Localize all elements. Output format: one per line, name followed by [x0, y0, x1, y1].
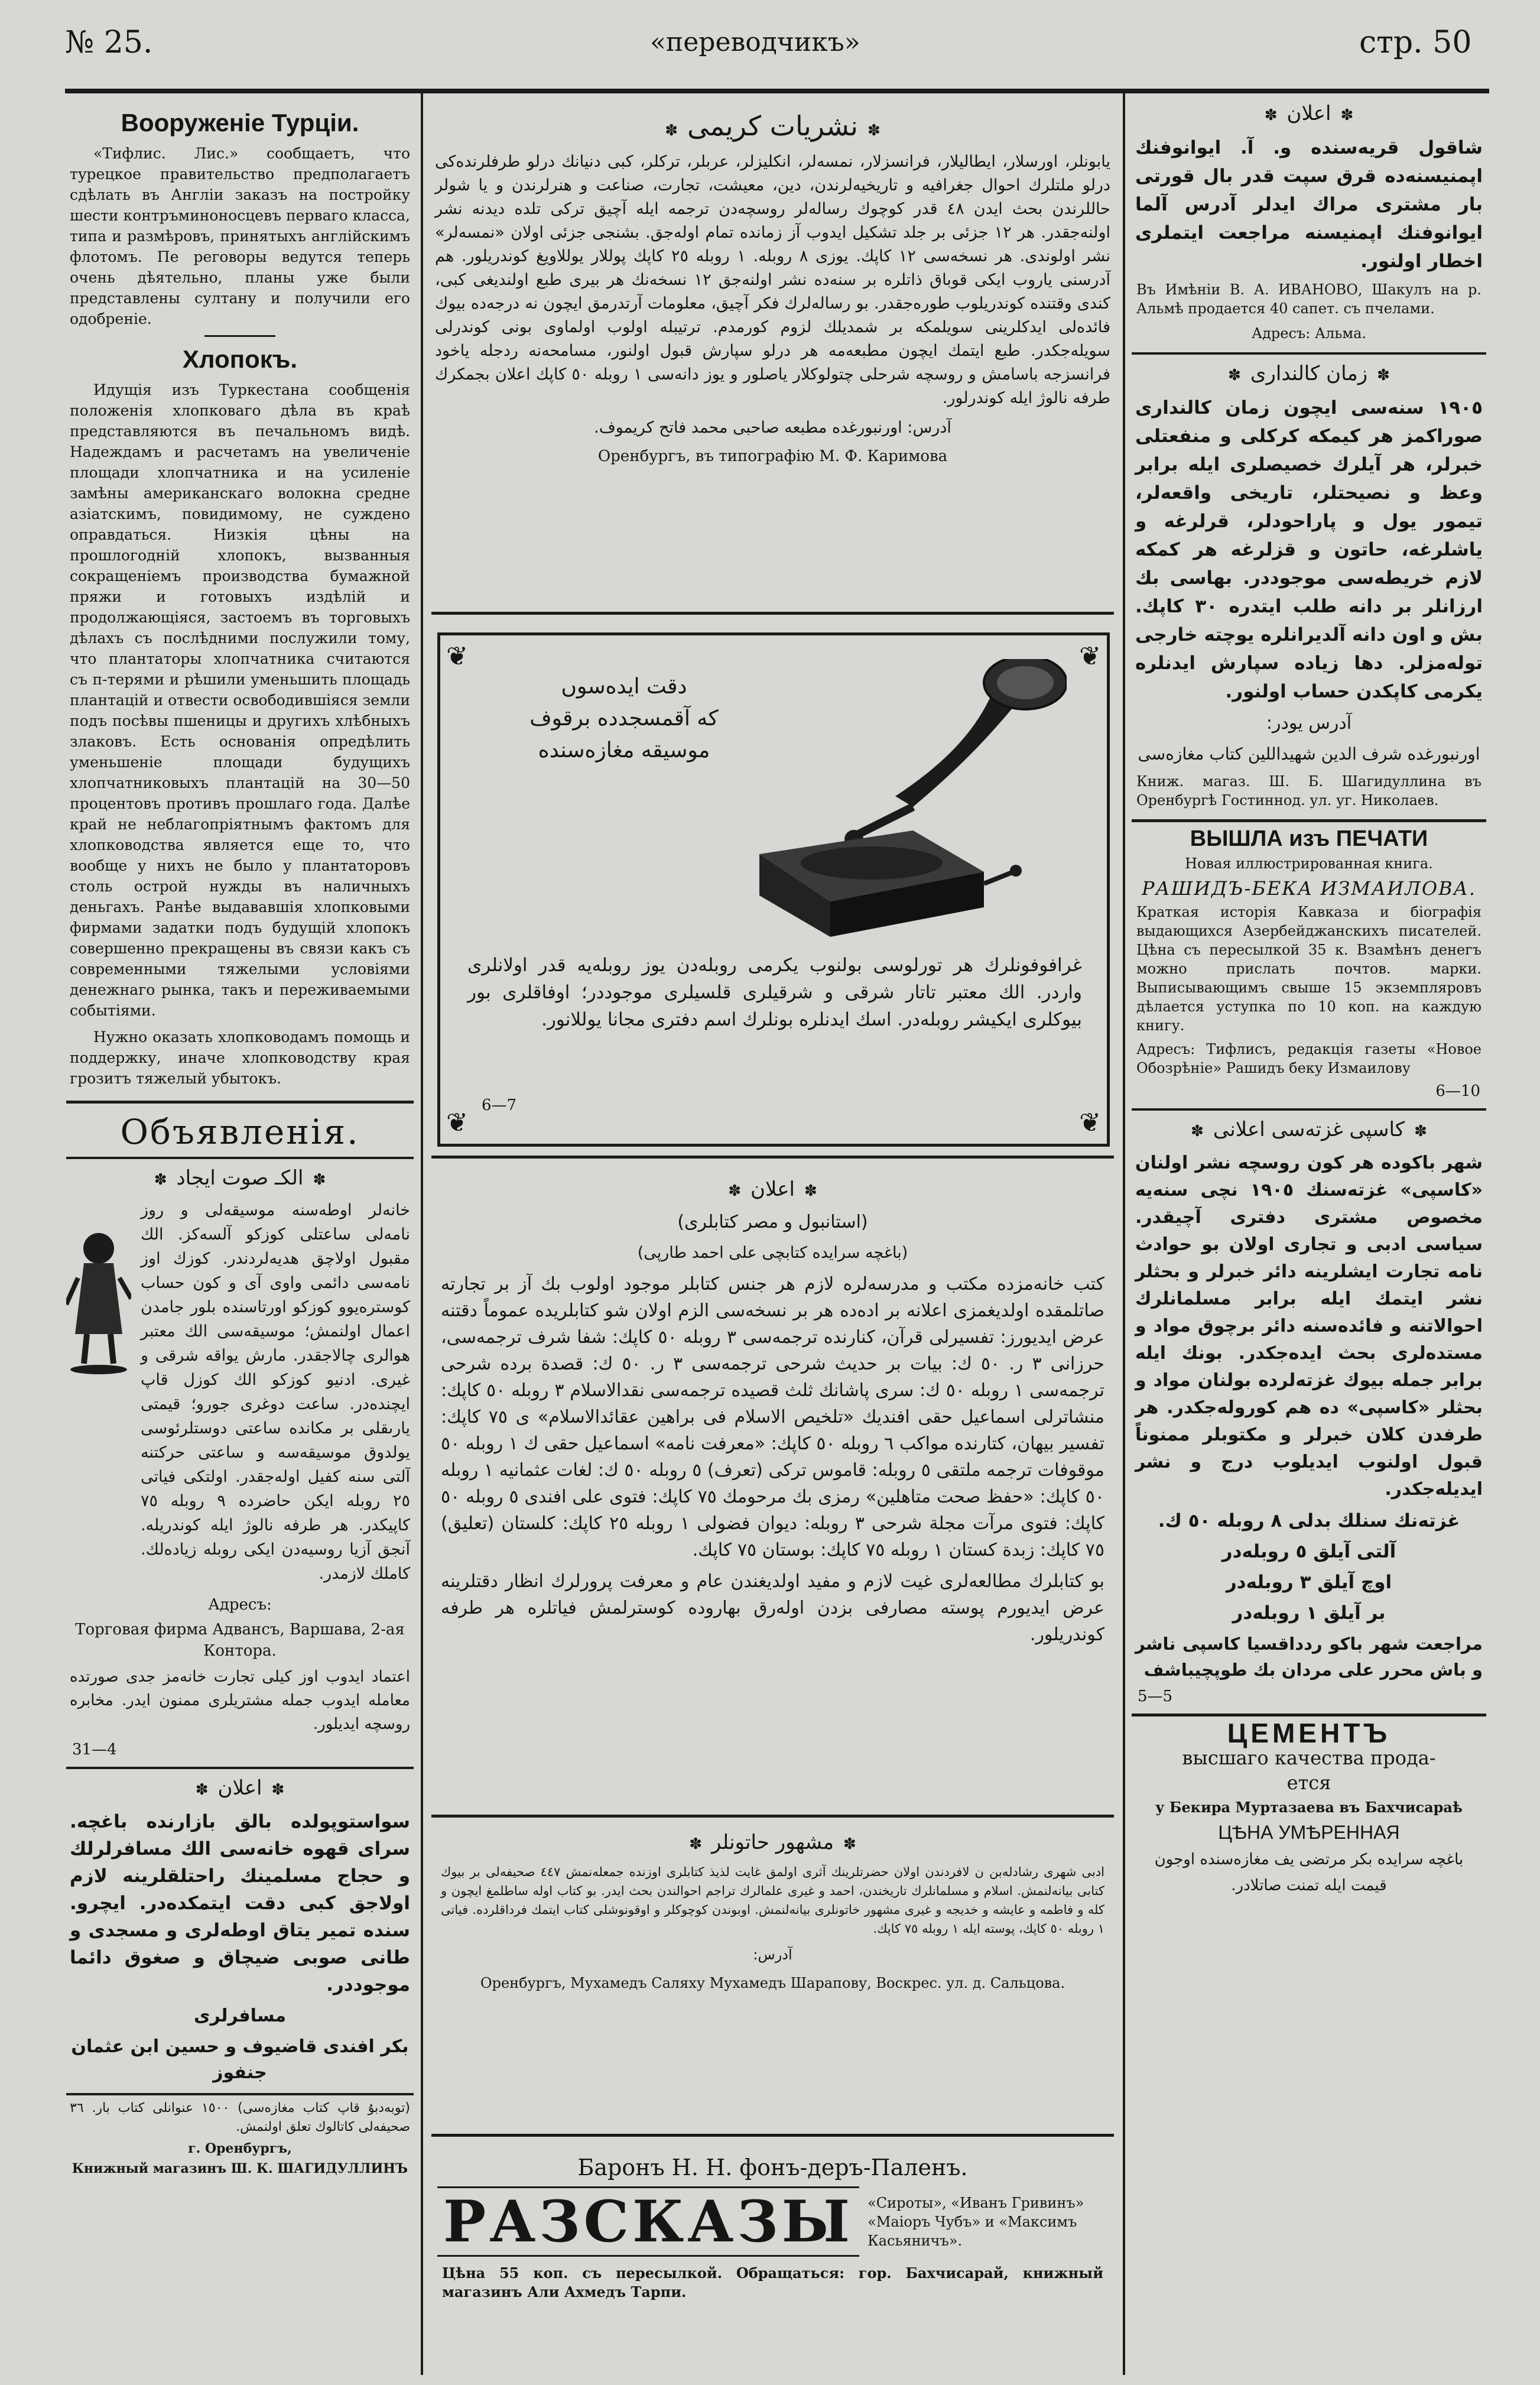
ornament: ✽: [728, 1182, 741, 1200]
calendar-addr: اورنبورغده شرف الدين شهيداللين كتاب مغازەسى: [1138, 744, 1480, 764]
calendar-addr-label: آدرس يودر:: [1266, 713, 1352, 734]
pub-address-ru: Оренбургъ, въ типографію М. Ф. Каримова: [597, 447, 948, 465]
issue-number: № 25.: [65, 25, 153, 60]
ilan-text: كتب خانەمزدە مكتب و مدرسەلرە لازم هر جنس كتابلر موجود اولوب بك آز بر تجارتە صاتلمقدە اولديغمزى اعلانه بر ادەده هر بر نسخەسى الزم اولان شو كتابلريده عموماً دقتنه عرض ايديورز: تفسيرلى قرآن، كنارندە ترجمەسى ٣ روبلە ٥٠ كاپك: شفا شرف ترجمەسى، حرزانى ٣ ر. ٥٠ ك: بيات بر حديث شرحى ترجمەسى ٣ ر. ٥٠ ك: قصدة برده شرحى ترجمەسى ١ روبلە ٥٠ ك: سرى پاشانك ثلث قصيده ترجمەسى نقدالاسلام ٣ روبلە ٥٠ كاپك: منشاترلى اسماعيل حقى افنديك «تلخيص الاسلام فى براهين عقائدالاسلام» ى ٧٥ كاپك: تفسير بيهان، كتارنده مواكب ٦ روبلە ٥٠ كاپك: «معرفت نامه» اسماعيل حقى ك ١ روبلە ٥٠ موقوفات ترجمە ملتقى ٥ روبلە: قاموس تركى (تعرف) ٥ روبلە ٥٠ ك: لغات عثمانيە ١ روبلە ٥٠ كاپك: «حفظ صحت متاهلين» رمزى بك مرحومك ٧٥ كاپك: فتوى على افندى ٥ روبلە ٥٠ كاپك: فتوى مرآت مجلة شرحى ٣ روبلە: ديوان فضولى ١ روبلە ٢٥ كاپك: كلستان (تعليق) ٧٥ كاپك: زبدة كستان ١ روبلە ٧٥ كاپك: بوستان ٧٥ كاپك.: [441, 1274, 1104, 1560]
center-rule-1: [431, 612, 1114, 615]
ornament: ✽: [1414, 1122, 1427, 1140]
center-rule-4: [431, 2134, 1114, 2137]
ad-title-text: الكـ صوت ايجاد: [176, 1166, 304, 1190]
cement-line3: у Бекира Муртазаева въ Бахчисараѣ: [1155, 1799, 1463, 1816]
print-number: 6—10: [1435, 1082, 1480, 1100]
watches-address-ru: Оренбургъ, Мухамедъ Саляху Мухамедъ Шарапову, Воскрес. ул. д. Сальцова.: [480, 1975, 1065, 1991]
ads-heading: Объявленія.: [120, 1112, 360, 1152]
section-rule: [66, 1101, 414, 1104]
ilan-title-text: اعلان: [750, 1177, 795, 1201]
right-column: [1132, 95, 1486, 2376]
ilan-text2: بو كتابلرك مطالعەلرى غيت لازم و مفيد اولديغندن عام و معرفت پرورلرك انظار دقتلرينە عرض ايديورم پوستە مصارفى بزدن اولەرق بهارودە كوسترلمش فياتلرە هر طرفه كوندريلور.: [441, 1571, 1104, 1645]
ornament: ✽: [154, 1171, 167, 1189]
center-book-ad: [437, 2143, 1108, 2373]
cement-line4: ЦѢНА УМѢРЕННАЯ: [1218, 1822, 1400, 1843]
book-list: «Сироты», «Иванъ Гривинъ» «Маіоръ Чубъ» и «Максимъ Касьяничъ».: [868, 2194, 1084, 2249]
article-title-turkey: Вооруженіе Турціи.: [121, 109, 359, 137]
ornament: ✽: [665, 122, 678, 139]
watches-title-text: مشهور حاتونلر: [711, 1831, 834, 1854]
book-price: Цѣна 55 коп. съ пересылкой. Обращаться: гор. Бахчисарай, книжный магазинъ Али Ахмедъ Тарпи.: [442, 2264, 1103, 2300]
center-rule-2: [431, 1156, 1114, 1159]
ad-title-text: اعلان: [217, 1776, 262, 1800]
phono-line2: كه آقمسجدده برقوف: [529, 706, 719, 731]
ilan-title: [437, 1177, 1108, 1201]
page-number: стр. 50: [1359, 25, 1472, 60]
section-rule: [66, 2093, 414, 2095]
corner-ornament: ❦: [1079, 1108, 1101, 1138]
phono-text: غرافوفونلرك هر تورلوسى بولنوب يكرمى روبلەدن يوز روبلەيە قدر اولانلرى واردر. الك معتبر تاتار شرقى و شرقيلرى قلسيلرى موجوددر؛ اوفاقلرى بور بيوكلرى ايكيشر روبلەدر. اسك ايدنلرە بونلرك اسم دفترى مجانا يوللانور.: [467, 955, 1082, 1030]
print-author: РАШИДЪ-БЕКА ИЗМАИЛОВА.: [1141, 877, 1477, 900]
caspi-title-text: كاسپى غزتەسى اعلانى: [1213, 1118, 1405, 1141]
print-title: ВЫШЛА изъ ПЕЧАТИ: [1190, 826, 1428, 851]
section-rule: [1132, 1714, 1486, 1716]
ad-body-row: [66, 1198, 414, 1591]
ad-text-bookshop: (توبەدبۇ‌ قاپ كتاب مغازەسى) ١٥٠٠ عنوانلى كتاب بار. ٣٦ صحيفەلى كاتالوك تعلق اولنمش.: [70, 2101, 410, 2134]
center-famous-women: [437, 1823, 1108, 2131]
ad-title-phonograph-clock: [66, 1166, 414, 1190]
ornament: ✽: [689, 1835, 703, 1853]
cement-line1: высшаго качества прода-: [1182, 1747, 1436, 1769]
calendar-title-text: زمان كالندارى: [1250, 362, 1368, 385]
ornament: ✽: [867, 122, 881, 139]
article-text-cotton-end: Нужно оказать хлопководамъ помощь и поддержку, иначе хлопководству края грозитъ тяжелый убытокъ.: [70, 1028, 410, 1087]
print-sub: Новая иллюстрированная книга.: [1185, 855, 1433, 872]
right-ad1-title: [1132, 102, 1486, 125]
ilan-sub1: (استانبول و مصر كتابلرى): [677, 1212, 868, 1232]
article-title-cotton: Хлопокъ.: [182, 345, 298, 373]
phono-line1: دقت ايدەسوں: [561, 674, 687, 699]
ilan-sub2: (باغچە سرايده كتابچى على احمد طارپى): [637, 1244, 908, 1262]
pub-title-text: نشريات كريمى: [687, 110, 858, 142]
ad-title-ilan: [66, 1776, 414, 1800]
calendar-addr-ru: Книж. магаз. Ш. Б. Шагидуллина въ Оренбургѣ Гостиннод. ул. уг. Николаев.: [1136, 773, 1481, 809]
phonograph-ad-box: [437, 632, 1110, 1147]
ornament: ✽: [1340, 106, 1354, 124]
section-rule: [66, 1157, 414, 1159]
phono-line3: موسيقه مغازەسنده: [538, 738, 710, 762]
header-rule: [65, 89, 1489, 93]
watches-text: ادبى شهرى رشادلەبن ن لافردندن اولان حضرتلرينك آثرى اولمق غايت لذيذ كتابلرى اوزندە جمعلەنمش ٤٤٧ صحيفەلى بر بيوك كتابى بيانەلنمش. اسلام و مسلمانلرك تاريخندن، احمد و غيرى علمالرك تراجم احوالندن بحث ايدر. بو كتاب اوله ساطلمغ ايچون و كله و فاطمە و عايشە و خديجە و غيرى مشهور خاتونلرى بيانەلنمش. اوبوندن كوچوكلر و اوقونوشلى كتاب ايتمك فرداقلرده. فياتى ١ روبلە ٥٠ كاپك، پوستە ايلە ١ روبلە ٧٥ كاپك.: [441, 1865, 1104, 1936]
section-rule: [1132, 1108, 1486, 1111]
print-addr: Адресъ: Тифлисъ, редакція газеты «Новое Обозрѣніе» Рашидъ беку Измаилову: [1136, 1041, 1481, 1076]
pub-text: يابونلر، اورسلار، ايطاليلار، فرانسزلار، نمسەلر، انكليزلر، عربلر، تركلر، كبى دنيانك درلو طرفلرندەكى درلو ملتلرك احوال جغرافيه و تاريخيەلرندن، دين، معيشت، تجارت، صناعت و هنرلرندن و يا شولر حاللرندن بحث ايدن ٤٨ قدر كوچوك رسالەلر روسچەدن ترجمە ايلە آچيق تركى تلدە ديدنە نشر اولنەجقدر. هر ١٢ جزئى بر جلد تشكيل ايدوب آز زمانده تمام اولەجق. بشنجى جزئى اولان «نمسەلر» نشر اولوندى. هر نسخەسى ١٢ كاپك. يوزى ٨ روبلە. ١ روبلە ٢٥ كاپك پوللار يوللاويغ كوندريلور. هم آدرسنى ياروب ايكى قوباق ذاتلره بر سنەده نشر اولنەجق ١٢ نسخەنك هر بيرى طبع اولنديغى كبى، كندى وقتنده كوندريلوب طورەجقدر. بو رسالەلرك فكر آچيق، معلومات آرتدرمق ايچون نە درجەدە بيوك فائدەلى ايدكلرينى سويلمكه بر شمديلك لزوم كورمدم. ترتيبلە اولوب اولماوى بونى كوندرلى سويلەجكدر. طبع ايتمك ايچون مطبعەمە هر درلو سپارش قبول اولنور، مسامحەنە ردجلە ياخود فرانسزجە باسامش و روسچه شرحلى چتولوكلار ياصلور و يوز دانەسى ١ روبلە ٥٠ كاپك اعلان بجمكرك طرفه نالوژ ايلە كوندرلور.: [435, 152, 1111, 407]
ad-text-sevastopol-sub: مسافرلرى: [193, 2006, 287, 2026]
book-author: Баронъ Н. Н. фонъ-деръ-Паленъ.: [577, 2154, 968, 2180]
ad-address-label: Адресъ:: [208, 1596, 272, 1614]
separator: [204, 335, 275, 337]
ornament: ✽: [1264, 106, 1278, 124]
right-ad1-text: شاقول قريەسندە و. آ. ايوانوفنك اپمنيسنەدە قرق سپت قدر بال قورتى بار مشترى مراك ايدلر آدرس آلما ايوانوفنك اپمنيسنە مراجعت ايتملرى اخطار اولنور.: [1135, 137, 1483, 272]
caspi-title: [1132, 1118, 1486, 1141]
ornament: ✽: [313, 1171, 326, 1189]
ad-text-trust: اعتماد ايدوب اوز كيلى تجارت خانەمز جدى صورتدە معاملە ايدوب جملە مشتريلرى ممنون ايدر. مخابره روسچە ايديلور.: [70, 1668, 410, 1733]
cement-title: ЦЕМЕНТЪ: [1227, 1718, 1391, 1748]
newspaper-title: «переводчикъ»: [650, 27, 860, 57]
ad-shop: Книжный магазинъ Ш. К. ШАГИДУЛЛИНЪ: [72, 2161, 408, 2176]
book-row: [437, 2186, 1108, 2257]
right-ad1-title-text: اعلان: [1286, 102, 1331, 125]
center-ilan: [437, 1170, 1108, 1821]
center-rule-3: [431, 1815, 1114, 1818]
ornament: ✽: [1228, 366, 1241, 384]
caspi-number: 5—5: [1138, 1688, 1173, 1705]
phono-headline: [497, 671, 751, 767]
ad-city: г. Оренбургъ,: [188, 2141, 292, 2156]
pub-address: [435, 415, 1110, 441]
ornament: ✽: [1377, 366, 1390, 384]
watches-address-label: آدرس:: [753, 1946, 792, 1963]
ad-firm: Торговая фирма Адвансъ, Варшава, 2-ая Контора.: [75, 1621, 405, 1660]
ad-text-sevastopol: سواستوپولدە بالق بازارندە باغچە. سراى قهوە خانەسى الك مسافرلرلك و حجاج مسلمينك راحتلقلرينە لازم اولاجق كبى دقت ايتمكدەدر. ايچرو. سندە تمير يتاق اوطەلرى و مسجدى و طانى صوبى ضيچاق و صغوق دائما موجوددر.: [70, 1811, 410, 1995]
column-rule-right: [1123, 93, 1125, 2375]
ornament: ✽: [804, 1182, 817, 1200]
cement-line2: ется: [1286, 1771, 1331, 1794]
caspi-addr: مراجعت شهر باكو ردداقسيا كاسپى ناشر و باش محرر على مردان بك طوپچيباشف: [1135, 1634, 1483, 1680]
ad-text-sevastopol-names: بكر افندى قاضيوف و حسين ابن عثمان جنفوز: [71, 2036, 409, 2083]
section-rule: [1132, 819, 1486, 822]
ornament: ✽: [195, 1781, 209, 1799]
calendar-title: [1132, 362, 1486, 385]
column-rule-left: [421, 93, 423, 2375]
caspi-price2: آلتى آيلق ٥ روبلەدر: [1221, 1541, 1396, 1562]
print-text: Краткая исторія Кавказа и біографія выдающихся Азербейджанскихъ писателей. Цѣна съ пересылкой 35 к. Взамѣнъ денегъ можно прислать почтов. марки. Выписывающимъ свыше 15 экземпляровъ дѣлается уступка по 10 коп. на каждую книгу.: [1136, 904, 1481, 1034]
corner-ornament: ❦: [446, 1108, 468, 1138]
watches-title: [437, 1831, 1108, 1854]
phono-number: 6—7: [482, 1096, 517, 1114]
caspi-price1: غزتەنك سنلك بدلى ٨ روبلە ٥٠ ك.: [1158, 1510, 1460, 1531]
corner-ornament: ❦: [446, 641, 468, 671]
article-text-turkey: «Тифлис. Лис.» сообщаетъ, что турецкое правительство предполагаетъ сдѣлать въ Англіи заказъ на постройку шести контръминоносцевъ перваго класса, типа и размѣровъ, принятыхъ англійскимъ флотомъ. Пе реговоры ведутся теперь очень дѣятельно, планы уже были представлены султану и получили его одобреніе.: [70, 145, 410, 327]
ad-text-phonograph-clock: خانەلر اوطەسنە موسيقەلى و روز نامەلى ساعتلى كوزكو آلسەكز. الك مقبول اولاچق هديەلردندر. كوزك اوز نامەسى دائمى واوى آى و كون حساب كوسترەيوو كوزكو اورتاسندە بلور جامدن اعمال اولنمش؛ موسيقەسى الك معتبر هوالرى چالاجقدر. مارش يواقە شرقى و غيرى. ادنيو كوزكو الك كوزل قاپ ايچندەدر. ساعت دوغرى جورو؛ قيمتى يارىقلى بر مكانده ساعتى دوستلرئوسى يولدوق موسيقەسە و ساعتى حركتنه آلتى سنه كفيل اولەجقدر. اولتكى فياتى ٢٥ روبلە ايكن حاضرده ٩ روبلە ٧٥ كاپيكدر. هر طرفه نالوژ ايلە كوندريله. آنجق آزيا روسيەدن ايكى روبلە زياده‌لك. كاملك لازمدر.: [141, 1201, 410, 1583]
section-rule: [1132, 352, 1486, 355]
calendar-text: ١٩٠٥ سنەسى ايچون زمان كالندارى صوراكمز هر كيمكه كركلى و منفعتلى خبرلر، هر آيلرك خصيصلرى ايلە برابر وعظ و نصيحتلر، تاريخى واقعەلر، تيمور يول و پاراحودلر، قرلرغە و ياشلرغە، حاتون و قزلرغە هر كمكە لازم خريطەسى موجوددر. بهاسى بك ارزانلر بر دانە طلب ايتدرە ٣٠ كاپك. بش و اون دانە آلديرانلرە يوچتە خارجى تولەمزلر. دها زياده سپارش ايدنلرە يكرمى كاپكدن حساب اولنور.: [1135, 397, 1483, 702]
ornament: ✽: [843, 1835, 856, 1853]
corner-ornament: ❦: [1079, 641, 1101, 671]
ornament: ✽: [271, 1781, 285, 1799]
book-title: РАЗСКАЗЫ: [437, 2186, 859, 2257]
ornament: ✽: [1191, 1122, 1204, 1140]
caspi-text: شهر باكودە هر كون روسچە نشر اولنان «كاسپى» غزتەسنك ١٩٠٥ نچى سنەيە مخصوص مشترى دفترى آچيقدر. سياسى ادبى و تجارى اولان بو حوادث نامە تجارت ايشلرينە دائر خبرلر و بحثلر نشر ايتمك ايلە برابر مسلمانلرك احوالاتنە و فائدەسنە دائر برچوق مواد و مستدەلرى بحث ايدەجكدر. بونك ايلە برابر جملە بيوك غزتەلردە بولنان مواد و بحثلر «كاسپى» دە هم كورولەجكدر. هر طرفدن كلان خبرلر و مكتوبلر ممنوناً قبول اولنوب ايديلوب درج و نشر ايديلەجكدر.: [1135, 1153, 1483, 1500]
left-column: [66, 100, 414, 2376]
clown-figure-image: [66, 1222, 137, 1591]
right-ad1-addr: Адресъ: Альма.: [1251, 325, 1367, 342]
pub-address-text: اورنبورغده مطبعه صاحبى محمد فاتح كريموف.: [594, 418, 902, 437]
cement-ar: باغچە سرايدە بكر مرتضى يف مغازەسندە اوجون قيمت ايلە تمنت صاتلادر.: [1154, 1851, 1464, 1894]
caspi-price3: اوچ آيلق ٣ روبلەدر: [1226, 1572, 1392, 1593]
clown-figure-icon: [66, 1222, 131, 1375]
right-ad1-ru: Въ Имѣніи В. А. ИВАНОВО, Шакулъ на р. Альмѣ продается 40 сапет. съ пчелами.: [1136, 281, 1481, 317]
ad-number: 31—4: [72, 1741, 117, 1758]
article-text-cotton: Идущія изъ Туркестана сообщенія положенія хлопковаго дѣла въ краѣ представляются въ печальномъ видѣ. Надеждамъ и расчетамъ на увеличеніе площади хлопчатника и на усиленіе замѣны американскаго волокна средне азіатскимъ, повидимому, не суждено оправдаться. Низкія цѣны на прошлогодній хлопокъ, вызванныя сокращеніемъ производства бумажной пряжи и готовыхъ издѣлій и продолжающіяся, застоемъ въ торговыхъ дѣлахъ съ послѣдними послужили тому, что плантаторы хлопчатника считаются съ п-терями и рѣшили уменьшить площадь плантацій и отвести освободившіяся земли подъ посѣвы пшеницы и другихъ хлѣбныхъ злаковъ. Есть основанія опредѣлить уменьшеніе площади будущихъ хлопчатниковыхъ плантацій на 30—50 процентовъ противъ прошлаго года. Далѣе край не неблагопріятнымъ фактомъ для хлопководства является еще то, что вообще у нихъ не было у плантаторовъ столь острой нужды въ наличныхъ деньгахъ. Ранѣе выдававшія хлопковыми фирмами задатки подъ будущій хлопокъ совершенно прекращены въ связи какъ съ современными тяжелыми условіями денежнаго рынка, такъ и переживаемыми событіями.: [70, 381, 410, 1019]
caspi-price4: بر آيلق ١ روبلەدر: [1232, 1602, 1386, 1624]
section-rule: [66, 1767, 414, 1769]
gramophone-icon: [736, 659, 1067, 937]
pub-address-label: آدرس:: [907, 418, 951, 437]
pub-title: [431, 110, 1114, 142]
